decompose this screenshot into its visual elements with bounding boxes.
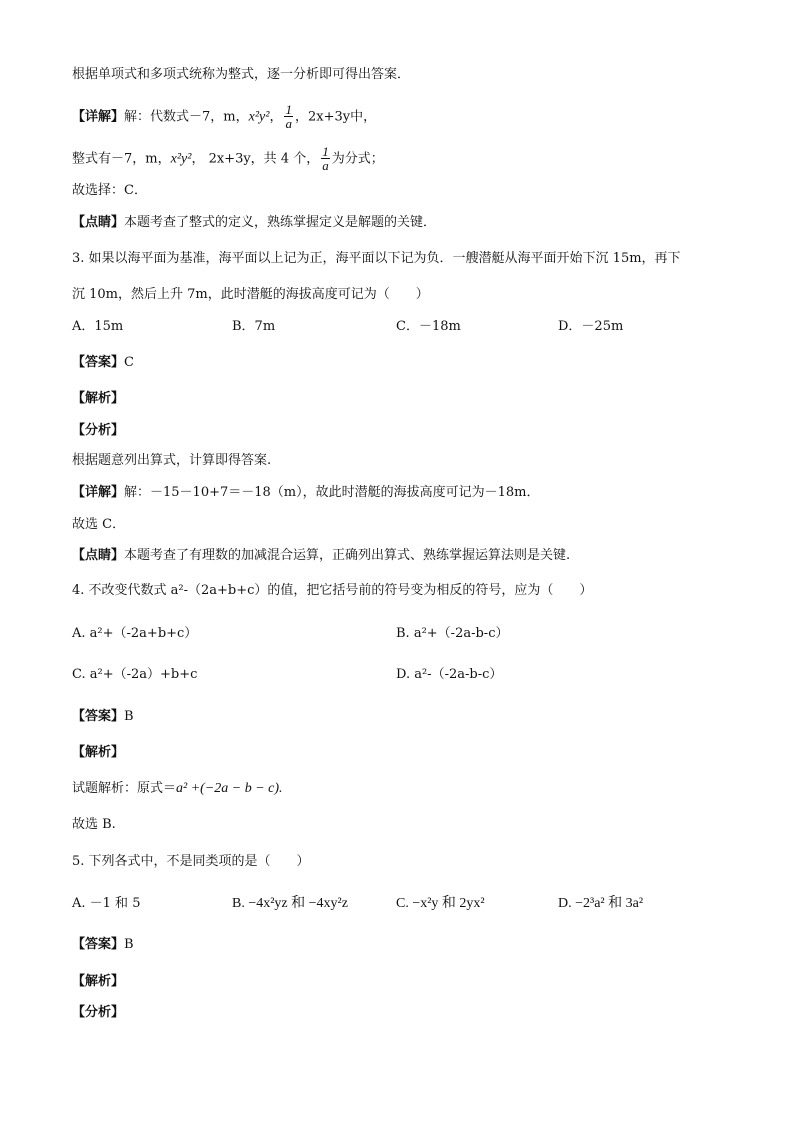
q5-fenxi: 【分析】 (72, 1005, 125, 1020)
q3-detail: 【详解】解：－15－10+7＝－18（m），故此时潜艇的海拔高度可记为－18m． (72, 485, 540, 500)
q4-option-a: A. a²+（-2a+b+c） (72, 626, 198, 641)
q3-analysis: 根据题意列出算式，计算即得答案. (72, 453, 272, 468)
q3-option-d: D．－25m (558, 319, 624, 334)
q5-answer: 【答案】B (72, 937, 134, 952)
fraction-1-over-a-2: $\frac{1}{a}$ (322, 144, 329, 173)
q5-option-c: C. −x²y 和 2yx² (396, 896, 485, 911)
q3-option-c: C．－18m (396, 319, 461, 334)
q5-option-d: D. −2³a² 和 3a² (558, 896, 644, 911)
q3-choose: 故选 C． (72, 517, 126, 532)
detail-tag: 【详解】 (72, 109, 125, 125)
q4-solution-expr: a² +(−2a − b − c). (176, 781, 283, 796)
q4-option-b: B. a²+（-2a-b-c） (396, 626, 509, 641)
q4-jiexi: 【解析】 (72, 745, 125, 760)
review-line: 【点睛】本题考查了整式的定义，熟练掌握定义是解题的关键． (72, 215, 437, 230)
q3-fenxi: 【分析】 (72, 423, 125, 438)
math-x2y2-2: x²y² (170, 151, 192, 167)
q4-option-c: C. a²+（-2a）+b+c (72, 667, 198, 682)
q4-option-d: D. a²-（-2a-b-c） (396, 667, 503, 682)
q4-stem: 4. 不改变代数式 a²-（2a+b+c）的值，把它括号前的符号变为相反的符号，应为（ ） (72, 583, 593, 598)
q4-solution: 试题解析：原式＝a² +(−2a − b − c). (72, 781, 283, 796)
detail-line: 【详解】解：代数式－7，m，x²y²， $\frac{1}{a}$ ，2x+3y中， (72, 102, 377, 131)
q3-option-b: B．7m (232, 319, 276, 334)
q3-stem-2: 沉 10m，然后上升 7m，此时潜艇的海拔高度可记为（ ） (72, 287, 429, 302)
q3-review: 【点睛】本题考查了有理数的加减混合运算，正确列出算式、熟练掌握运算法则是关键. (72, 548, 571, 563)
q4-choose: 故选 B. (72, 817, 116, 832)
analysis-text: 根据单项式和多项式统称为整式，逐一分析即可得出答案． (72, 67, 411, 82)
q3-stem-1: 3. 如果以海平面为基准，海平面以上记为正，海平面以下记为负．一艘潜艇从海平面开始下沉 15m，再下 (72, 251, 681, 266)
integer-list-line: 整式有－7，m，x²y²， 2x+3y，共 4 个， $\frac{1}{a}$ 为分式； (72, 144, 384, 173)
q3-jiexi: 【解析】 (72, 391, 125, 406)
detail-pre: 解：代数式－7，m， (124, 109, 249, 125)
q5-option-b: B. −4x²yz 和 −4xy²z (232, 896, 348, 911)
q3-answer: 【答案】C (72, 355, 134, 370)
choose-line: 故选择：C． (72, 183, 147, 198)
fraction-1-over-a: $\frac{1}{a}$ (285, 102, 292, 131)
q3-option-a: A．15m (72, 319, 124, 334)
detail-post: ，2x+3y中， (294, 109, 377, 125)
q4-answer: 【答案】B (72, 709, 134, 724)
q5-option-a: A. －1 和 5 (72, 896, 141, 911)
q5-jiexi: 【解析】 (72, 974, 125, 989)
q5-stem: 5. 下列各式中，不是同类项的是（ ） (72, 854, 310, 869)
math-x2y2: x²y² (248, 109, 270, 125)
